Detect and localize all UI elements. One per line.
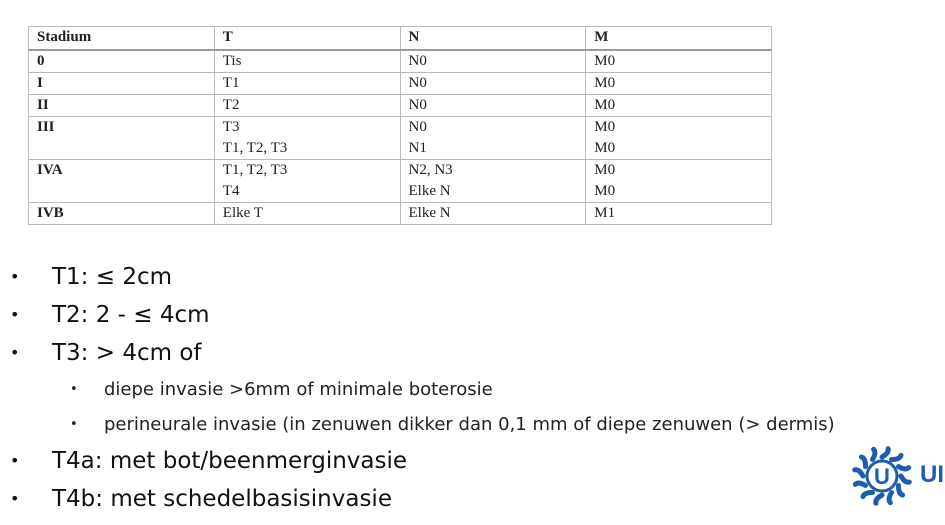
- table-row: [29, 73, 772, 95]
- staging-table: [28, 26, 772, 225]
- m-value: M0: [594, 97, 616, 113]
- m-value: M0: [594, 75, 616, 91]
- logo-ray: [863, 492, 873, 496]
- logo-ray: [892, 455, 902, 459]
- table-header: [29, 27, 772, 51]
- n-value: N0: [408, 97, 427, 113]
- n-cell: [400, 73, 586, 95]
- m-value: M0: [594, 183, 616, 199]
- table-row: [29, 50, 772, 73]
- t-value: Tis: [222, 53, 242, 69]
- n-value: N1: [408, 140, 427, 156]
- logo-ray: [861, 457, 865, 467]
- t-cell: [214, 160, 400, 203]
- stage-cell: IVA: [29, 160, 215, 203]
- stage-cell: III: [29, 117, 215, 160]
- n-value: N0: [408, 75, 427, 91]
- bullet-item: • T3: > 4cm of: [0, 334, 945, 372]
- n-cell: [400, 117, 586, 160]
- sub-bullet-item: • diepe invasie >6mm of minimale boterosie: [0, 372, 945, 407]
- logo-ray: [873, 449, 875, 459]
- t-value: T4: [222, 183, 240, 199]
- stage-cell: II: [29, 95, 215, 117]
- n-value: Elke N: [408, 205, 451, 221]
- t-cell: [214, 117, 400, 160]
- m-value: M0: [594, 140, 616, 156]
- logo-ray: [901, 476, 909, 482]
- n-value: Elke N: [408, 183, 451, 199]
- header-stadium: Stadium: [29, 27, 215, 51]
- bullet-list: [0, 258, 945, 518]
- n-cell: [400, 50, 586, 73]
- logo-ray: [876, 495, 882, 503]
- t-value: Elke T: [222, 205, 263, 221]
- header-t: T: [214, 27, 400, 51]
- sub-bullet-item: • perineurale invasie (in zenuwen dikker dan 0,1 mm of diepe zenuwen (> dermis): [0, 407, 945, 442]
- m-cell: [586, 117, 772, 160]
- t-cell: [214, 203, 400, 225]
- m-value: M0: [594, 119, 616, 135]
- t-cell: [214, 73, 400, 95]
- t-cell: [214, 95, 400, 117]
- m-value: M0: [594, 162, 616, 178]
- logo-ray: [889, 493, 891, 503]
- bullet-item: • T4b: met schedelbasisinvasie: [0, 480, 945, 518]
- n-value: N0: [408, 119, 427, 135]
- logo-letter: U: [874, 464, 890, 489]
- stage-cell: I: [29, 73, 215, 95]
- n-cell: [400, 95, 586, 117]
- header-n: N: [400, 27, 586, 51]
- m-cell: [586, 95, 772, 117]
- table-body: [29, 50, 772, 225]
- t-value: T1, T2, T3: [222, 140, 288, 156]
- header-m: M: [586, 27, 772, 51]
- t-cell: [214, 50, 400, 73]
- logo-ray: [899, 467, 909, 469]
- bullet-item: • T1: ≤ 2cm: [0, 258, 945, 296]
- m-cell: [586, 203, 772, 225]
- m-cell: [586, 160, 772, 203]
- logo-ray: [855, 470, 863, 476]
- n-cell: [400, 203, 586, 225]
- table-row: [29, 160, 772, 203]
- m-value: M1: [594, 205, 616, 221]
- university-logo: [850, 444, 945, 508]
- n-cell: [400, 160, 586, 203]
- table-row: [29, 95, 772, 117]
- table-row: [29, 117, 772, 160]
- logo-text: UI: [920, 461, 944, 488]
- bullet-item: • T4a: met bot/beenmerginvasie: [0, 442, 945, 480]
- stage-cell: 0: [29, 50, 215, 73]
- table-header-row: [29, 27, 772, 51]
- n-value: N2, N3: [408, 162, 453, 178]
- logo-ray: [855, 483, 865, 485]
- m-cell: [586, 73, 772, 95]
- university-sun-logo-icon: [850, 444, 914, 508]
- t-value: T3: [222, 119, 240, 135]
- t-value: T1, T2, T3: [222, 162, 288, 178]
- table-row: [29, 203, 772, 225]
- logo-ray: [898, 486, 902, 496]
- bullet-item: • T2: 2 - ≤ 4cm: [0, 296, 945, 334]
- logo-ray: [882, 449, 888, 457]
- n-value: N0: [408, 53, 427, 69]
- t-value: T1: [222, 75, 240, 91]
- m-value: M0: [594, 53, 616, 69]
- t-value: T2: [222, 97, 240, 113]
- m-cell: [586, 50, 772, 73]
- stage-cell: IVB: [29, 203, 215, 225]
